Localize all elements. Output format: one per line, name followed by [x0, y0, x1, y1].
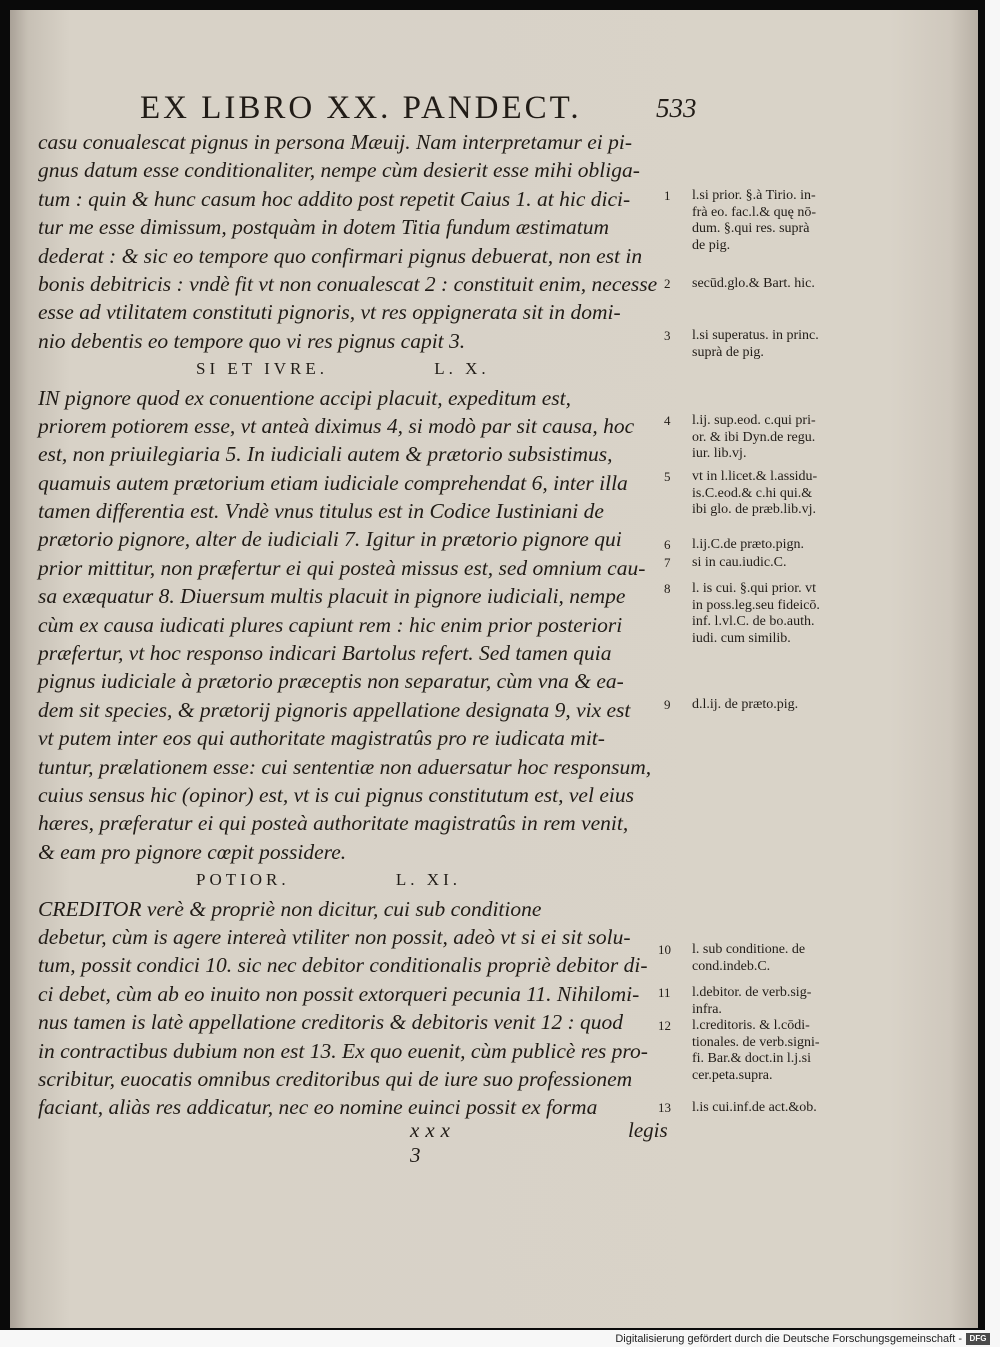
- text-line: IN pignore quod ex conuentione accipi placuit, expeditum est,: [38, 385, 571, 410]
- margin-note-line: l. is cui. §.qui prior. vt: [692, 581, 817, 596]
- note-marker: 6: [664, 537, 671, 552]
- text-line: casu conualescat pignus in persona Mæuij. Nam interpretamur ei pi-: [38, 130, 632, 154]
- text-line: quamuis autem prætorium etiam iudiciale comprehendat 6, inter illa: [38, 470, 628, 495]
- section-title: POTIOR.: [196, 870, 290, 890]
- text-line: bonis debitricis : vndè fit vt non conualescat 2 : constituit enim, necesse: [38, 271, 658, 296]
- text-line: CREDITOR verè & propriè non dicitur, cui sub conditione: [38, 896, 542, 921]
- text-line: prior mittitur, non præfertur ei qui posteà missus est, sed omnium cau-: [38, 555, 646, 580]
- margin-note-line: dum. §.qui res. suprà: [692, 221, 810, 236]
- text-line: ci debet, cùm ab eo inuito non possit extorqueri pecunia 11. Nihilomi-: [38, 981, 640, 1006]
- note-marker: 12: [658, 1018, 671, 1033]
- dfg-logo: DFG: [966, 1333, 990, 1345]
- digitization-credit: Digitalisierung gefördert durch die Deutsche Forschungsgemeinschaft -: [615, 1333, 962, 1345]
- text-line: faciant, aliàs res addicatur, nec eo nomine euinci possit ex forma: [38, 1095, 598, 1120]
- paragraph-potior: [38, 895, 668, 1122]
- margin-note-line: l.ij.C.de præto.pign.: [692, 537, 804, 552]
- text-line: debetur, cùm is agere intereà vtiliter non possit, adeò vt si ei sit solu-: [38, 924, 631, 949]
- text-line: sa exæquatur 8. Diuersum multis placuit in pignore iudiciali, nempe: [38, 584, 626, 609]
- text-line: cùm ex causa iudicati plures capiunt rem : hic enim prior posteriori: [38, 612, 623, 637]
- text-line: pignus iudiciale à prætorio præceptis non separatur, cùm vna & ea-: [38, 669, 624, 694]
- margin-note-line: in poss.leg.seu fideicō.: [692, 597, 820, 613]
- margin-note-line: cond.indeb.C.: [692, 958, 771, 974]
- text-line: vt putem inter eos qui authoritate magistratûs pro re iudicata mit-: [38, 726, 605, 751]
- text-line: esse ad vtilitatem constituti pignoris, vt res oppignerata sit in domi-: [38, 300, 621, 325]
- margin-note-line: l.si prior. §.à Tirio. in-: [692, 188, 816, 203]
- margin-note-line: l.debitor. de verb.sig-: [692, 985, 812, 1000]
- margin-note-line: or. & ibi Dyn.de regu.: [692, 429, 816, 445]
- text-line: nus tamen is latè appellatione creditoris & debitoris venit 12 : quod: [38, 1010, 624, 1035]
- text-line: hæres, præferatur ei qui posteà authoritate magistratûs in rem venit,: [38, 811, 629, 836]
- text-line: priorem potiorem esse, vt anteà diximus 4, si modò par sit causa, hoc: [38, 413, 635, 438]
- margin-note-line: vt in l.licet.& l.assidu-: [692, 469, 818, 484]
- text-line: dem sit species, & prætorij pignoris appellatione designata 9, vix est: [38, 697, 631, 722]
- margin-note-line: l.ij. sup.eod. c.qui pri-: [692, 413, 816, 428]
- text-line: est, non priuilegiaria 5. In iudiciali autem & prætorio subsistimus,: [38, 442, 613, 467]
- paragraph-si-et-iure: [38, 384, 668, 867]
- margin-note-line: l.is cui.inf.de act.&ob.: [692, 1100, 817, 1115]
- text-line: nio debentis eo tempore quo vi res pignus capit 3.: [38, 328, 466, 353]
- margin-note-line: frà eo. fac.l.& quę nō-: [692, 204, 816, 220]
- text-line: prætorio pignore, alter de iudiciali 7. Igitur in prætorio pignore qui: [38, 527, 622, 552]
- margin-note-line: l.creditoris. & l.cōdi-: [692, 1018, 810, 1033]
- margin-note-line: ibi glo. de præb.lib.vj.: [692, 502, 817, 517]
- text-line: tum, possit condici 10. sic nec debitor conditionalis propriè debitor di-: [38, 953, 648, 978]
- text-line: scribitur, euocatis omnibus creditoribus qui de iure suo professionem: [38, 1066, 633, 1091]
- margin-note-line: si in cau.iudic.C.: [692, 555, 787, 570]
- section-number: L. XI.: [395, 870, 461, 890]
- note-marker: 11: [658, 985, 671, 1000]
- main-text: [38, 128, 668, 1122]
- note-marker: 5: [664, 469, 671, 484]
- margin-note-line: l.si superatus. in princ.: [692, 328, 819, 343]
- text-line: præfertur, vt hoc responso indicari Bartolus refert. Sed tamen quia: [38, 641, 612, 666]
- note-marker: 8: [664, 581, 671, 596]
- note-marker: 1: [664, 188, 671, 203]
- margin-note-line: l. sub conditione. de: [692, 942, 806, 957]
- margin-note-line: tionales. de verb.signi-: [692, 1034, 820, 1050]
- section-heading-si-et-iure: [38, 355, 668, 383]
- note-marker: 2: [664, 276, 671, 291]
- text-line: dederat : & sic eo tempore quo confirmari pignus debuerat, non est in: [38, 243, 643, 268]
- signature-mark: xxx 3: [410, 1118, 456, 1167]
- text-line: in contractibus dubium non est 13. Ex quo euenit, cùm publicè res pro-: [38, 1038, 648, 1063]
- margin-note-line: inf. l.vl.C. de bo.auth.: [692, 614, 815, 629]
- page-number: 533: [656, 93, 697, 123]
- note-marker: 10: [658, 942, 671, 957]
- margin-note-line: secūd.glo.& Bart. hic.: [692, 276, 815, 291]
- text-line: tum : quin & hunc casum hoc addito post repetit Caius 1. at hic dici-: [38, 186, 631, 211]
- section-heading-potior: [38, 866, 668, 894]
- note-marker: 13: [658, 1100, 671, 1115]
- text-line: cuius sensus hic (opinor) est, vt is cui pignus constitutum est, vel eius: [38, 782, 634, 807]
- margin-note-line: cer.peta.supra.: [692, 1067, 773, 1083]
- catchword: legis: [628, 1118, 668, 1142]
- header-title: EX LIBRO XX. PANDECT.: [140, 90, 582, 126]
- margin-note-line: iudi. cum similib.: [692, 630, 791, 646]
- text-line: tur me esse dimissum, postquàm in dotem Titia fundum æstimatum: [38, 215, 609, 240]
- margin-note-line: is.C.eod.& c.hi qui.&: [692, 485, 813, 501]
- text-line: gnus datum esse conditionaliter, nempe cùm desierit esse mihi obliga-: [38, 158, 640, 183]
- note-marker: 7: [664, 555, 671, 570]
- margin-note-line: iur. lib.vj.: [692, 446, 747, 461]
- text-line: tamen differentia est. Vndè vnus titulus est in Codice Iustiniani de: [38, 499, 604, 524]
- text-line: & eam pro pignore cœpit possidere.: [38, 839, 347, 864]
- note-marker: 9: [664, 697, 671, 712]
- text-line: tuntur, prælationem esse: cui sententiæ non aduersatur hoc responsum,: [38, 754, 652, 779]
- margin-note-line: infra.: [692, 1001, 722, 1017]
- book-page: [10, 10, 978, 1328]
- note-marker: 3: [664, 328, 671, 343]
- note-marker: 4: [664, 413, 671, 428]
- margin-note-line: suprà de pig.: [692, 344, 764, 360]
- section-title: SI ET IVRE.: [196, 359, 328, 379]
- margin-note-line: fi. Bar.& doct.in l.j.si: [692, 1051, 811, 1066]
- margin-note-line: de pig.: [692, 237, 731, 253]
- margin-note-line: d.l.ij. de præto.pig.: [692, 697, 799, 712]
- running-header: [140, 90, 700, 130]
- section-number: L. X.: [434, 359, 490, 379]
- paragraph-intro: [38, 128, 668, 355]
